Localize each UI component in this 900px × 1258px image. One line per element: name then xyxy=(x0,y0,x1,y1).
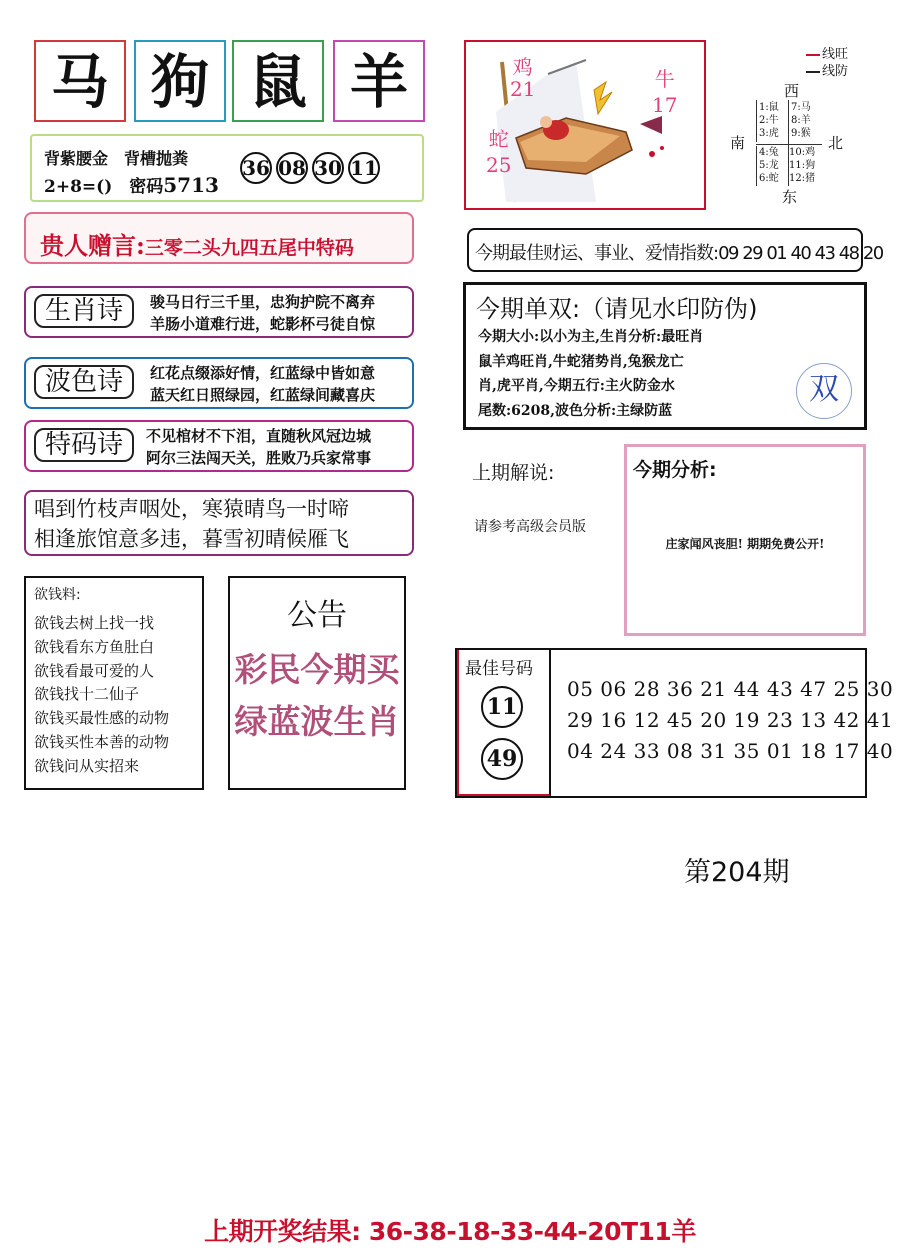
analysis-text: 庄家闻风丧胆! 期期免费公开! xyxy=(665,537,825,551)
rooster-number: 21 xyxy=(510,77,536,101)
cartoon-box xyxy=(464,40,706,210)
notice-line-1: 彩民今期买 xyxy=(234,650,400,689)
rooster-name: 鸡 xyxy=(512,55,533,79)
guiren-text: 三零二头九四五尾中特码 xyxy=(144,237,354,259)
shengxiao-poem-label: 生肖诗 xyxy=(34,294,134,328)
tema-poem-label: 特码诗 xyxy=(34,428,134,462)
danshuang-box xyxy=(463,282,867,430)
yuqian-line: 欲钱看最可爱的人 xyxy=(34,661,155,680)
fortune-line xyxy=(475,239,883,265)
number-circle: 36 xyxy=(240,152,272,184)
zodiac-box-3: 鼠 xyxy=(232,40,324,122)
snake-name: 蛇 xyxy=(488,127,509,151)
guiren-label: 贵人赠言: xyxy=(40,231,145,260)
bose-poem-label: 波色诗 xyxy=(34,365,134,399)
analysis-box xyxy=(624,444,866,636)
danshuang-title: 今期单双:（请见水印防伪) xyxy=(476,295,758,323)
shengxiao-poem-line-2: 羊肠小道难行进，蛇影杯弓徒自惊 xyxy=(150,315,376,333)
compass-left-bar-top xyxy=(756,100,757,142)
compass-cell: 6:蛇 xyxy=(759,173,779,184)
fortune-numbers: 09 29 01 40 43 48 20 xyxy=(718,243,883,264)
red-line-icon xyxy=(806,54,820,56)
best-box xyxy=(455,648,894,798)
legend-line-wang xyxy=(806,46,848,63)
compass-cell: 3:虎 xyxy=(759,128,779,139)
yuqian-list xyxy=(34,612,169,779)
compass-top-right xyxy=(791,101,811,140)
compass-left-bar-bottom xyxy=(756,146,757,186)
cartoon-label-ox xyxy=(652,66,677,118)
compass-west: 西 xyxy=(784,82,800,100)
info-equation: 2+8=() 密码 xyxy=(44,177,164,197)
danshuang-lines xyxy=(478,325,703,423)
best-number-rows xyxy=(567,674,893,767)
bose-poem-box xyxy=(24,357,414,409)
zodiac-box-2: 狗 xyxy=(134,40,226,122)
compass-cell: 10:鸡 xyxy=(789,147,816,158)
bose-poem-line-1: 红花点缀添好情，红蓝绿中皆如意 xyxy=(150,364,376,382)
bose-poem-line-2: 蓝天红日照绿园，红蓝绿间藏喜庆 xyxy=(150,386,376,404)
notice-title: 公告 xyxy=(287,598,347,633)
number-circle: 08 xyxy=(276,152,308,184)
yuqian-box xyxy=(24,576,204,790)
fortune-box xyxy=(467,228,883,272)
danshuang-line: 鼠羊鸡旺肖,牛蛇猪势肖,兔猴龙亡 xyxy=(478,353,684,370)
yuqian-line: 欲钱去树上找一找 xyxy=(34,614,155,632)
best-circle: 11 xyxy=(481,686,523,728)
compass-north: 北 xyxy=(828,134,844,152)
guiren-line xyxy=(40,226,354,261)
best-number-row: 04 24 33 08 31 35 01 18 17 40 xyxy=(567,739,894,763)
shengxiao-poem-box xyxy=(24,286,414,338)
cartoon-label-snake xyxy=(486,126,511,178)
shengxiao-poem-line-1: 骏马日行三千里，忠狗护院不离弃 xyxy=(150,293,376,311)
compass-legend xyxy=(806,46,848,80)
yuqian-line: 欲钱找十二仙子 xyxy=(34,685,140,704)
compass-cell: 5:龙 xyxy=(759,160,779,171)
info-box xyxy=(30,134,424,202)
info-line-2 xyxy=(44,172,219,197)
best-title: 最佳号码 xyxy=(465,659,533,679)
compass-cell: 2:牛 xyxy=(759,115,779,126)
period-number: 第204期 xyxy=(684,857,790,888)
guiren-box xyxy=(24,212,414,264)
number-circle: 11 xyxy=(348,152,380,184)
best-number-row: 05 06 28 36 21 44 43 47 25 30 xyxy=(567,677,894,701)
yuqian-title: 欲钱料: xyxy=(34,587,81,603)
shuang-stamp: 双 xyxy=(796,363,852,419)
danshuang-line: 今期大小:以小为主,生肖分析:最旺肖 xyxy=(478,329,704,345)
yuqian-line: 欲钱看东方鱼肚白 xyxy=(34,637,155,656)
last-period-title: 上期解说: xyxy=(472,462,555,484)
verse-line-1: 唱到竹枝声咽处，寒猿晴鸟一时啼 xyxy=(34,497,349,521)
danshuang-line: 尾数:6208,波色分析:主绿防蓝 xyxy=(478,402,673,419)
info-code: 5713 xyxy=(163,173,219,197)
tema-poem-box xyxy=(24,420,414,472)
compass-cell: 9:猴 xyxy=(791,128,811,139)
yuqian-line: 欲钱买最性感的动物 xyxy=(34,709,170,728)
verse-line-2: 相逢旅馆意多违，暮雪初晴候雁飞 xyxy=(34,527,349,551)
compass xyxy=(728,80,848,210)
compass-east: 东 xyxy=(782,188,798,206)
compass-hline xyxy=(756,144,822,145)
last-result: 上期开奖结果: 36-38-18-33-44-20T11羊 xyxy=(204,1217,696,1246)
legend-line-fang xyxy=(806,63,848,80)
compass-cell: 12:猪 xyxy=(789,173,816,184)
danshuang-line: 肖,虎平肖,今期五行:主火防金水 xyxy=(478,378,675,394)
yuqian-line: 欲钱买性本善的动物 xyxy=(34,732,170,751)
compass-cell: 8:羊 xyxy=(791,115,811,126)
snake-number: 25 xyxy=(486,153,512,177)
notice-box xyxy=(228,576,406,790)
number-circle: 30 xyxy=(312,152,344,184)
verse-box xyxy=(24,490,414,556)
compass-cell: 11:狗 xyxy=(789,160,816,171)
ox-name: 牛 xyxy=(654,67,675,91)
compass-top-left xyxy=(759,101,779,140)
cartoon-label-rooster xyxy=(510,56,535,100)
legend-wang: 线旺 xyxy=(822,47,849,62)
best-number-row: 29 16 12 45 20 19 23 13 42 41 xyxy=(567,708,894,732)
black-line-icon xyxy=(806,71,820,73)
zodiac-box-4: 羊 xyxy=(333,40,425,122)
compass-bottom-left xyxy=(759,146,779,185)
compass-south: 南 xyxy=(730,134,746,152)
tema-poem-line-2: 阿尔三法闯天关，胜败乃兵家常事 xyxy=(146,449,372,467)
zodiac-box-1: 马 xyxy=(34,40,126,122)
tema-poem-line-1: 不见棺材不下泪，直随秋风冠边城 xyxy=(146,427,372,445)
compass-cell: 7:马 xyxy=(791,102,811,113)
last-period-text: 请参考高级会员版 xyxy=(474,519,586,535)
best-left-panel xyxy=(457,650,551,796)
notice-line-2: 绿蓝波生肖 xyxy=(234,702,400,741)
info-line-1: 背紫腰金 背槽抛粪 xyxy=(44,149,189,168)
compass-bottom-right xyxy=(789,146,815,185)
info-circles xyxy=(240,152,384,184)
ox-number: 17 xyxy=(652,93,678,117)
legend-fang: 线防 xyxy=(822,64,849,79)
yuqian-line: 欲钱问从实招来 xyxy=(34,756,140,775)
compass-cell: 4:兔 xyxy=(759,147,779,158)
fortune-label: 今期最佳财运、事业、爱情指数: xyxy=(475,243,719,264)
analysis-title: 今期分析: xyxy=(633,459,717,481)
compass-cell: 1:鼠 xyxy=(759,102,779,113)
best-circle: 49 xyxy=(481,738,523,780)
